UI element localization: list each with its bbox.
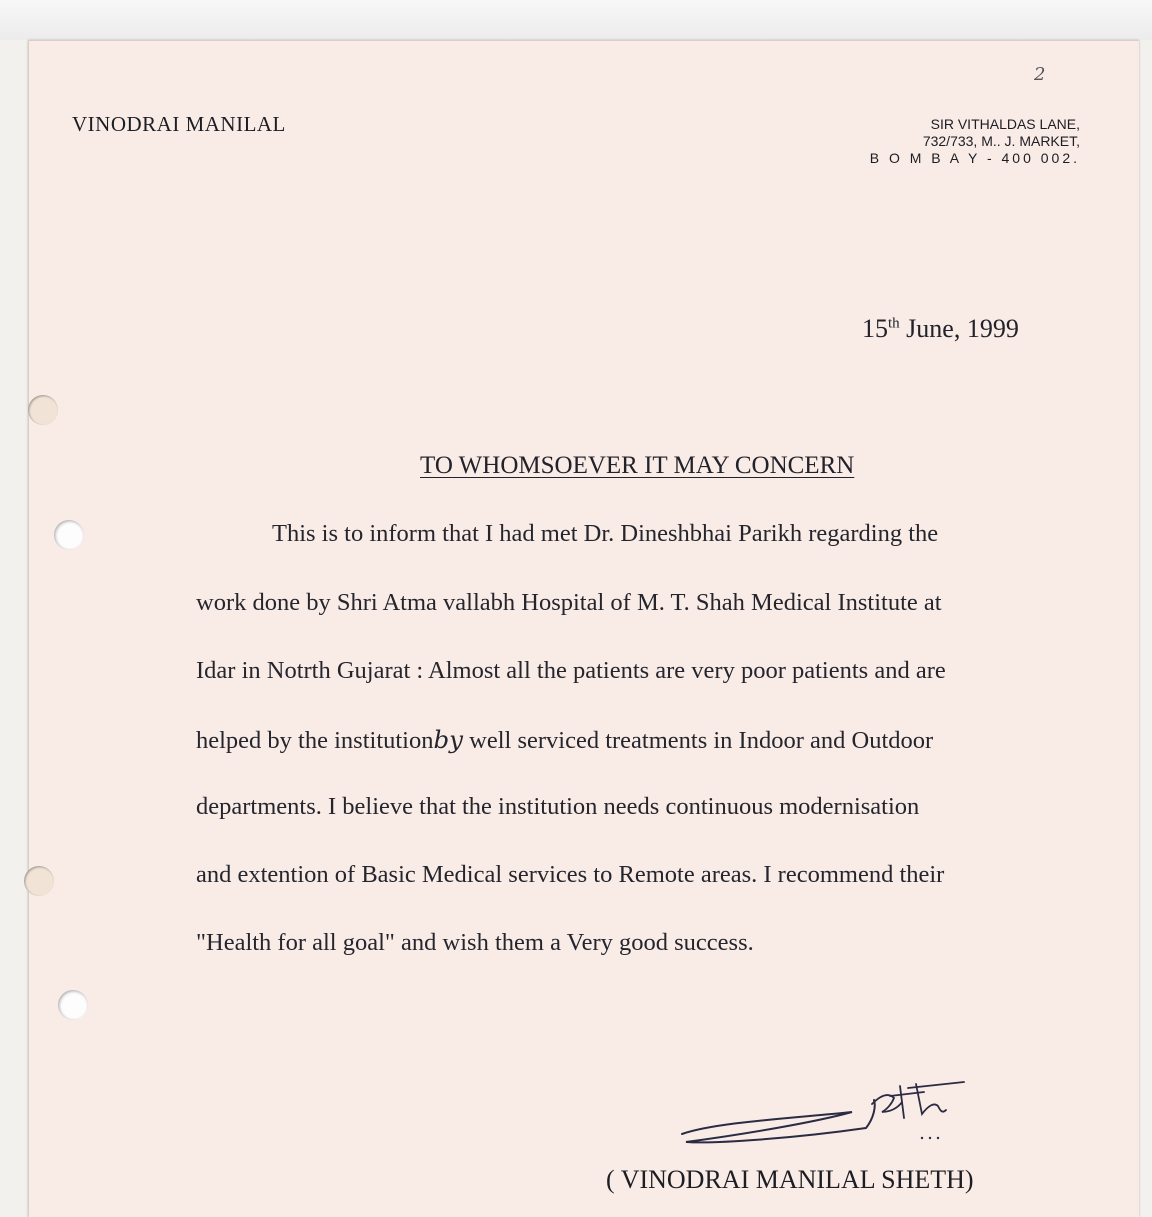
punch-hole-icon [28, 395, 58, 425]
body-line: This is to inform that I had met Dr. Dineshbhai Parikh regarding the [272, 520, 939, 547]
letterhead-name: VINODRAI MANILAL [72, 112, 286, 136]
signature-icon [676, 1078, 976, 1150]
body-line [196, 725, 933, 755]
overwritten-word: by [433, 725, 464, 754]
address-line: 732/733, M.. J. MARKET, [922, 133, 1080, 149]
date-rest: June, 1999 [899, 314, 1019, 343]
page-number-mark: 2 [1034, 64, 1046, 85]
date-day: 15 [862, 314, 888, 343]
body-line-start: helped by the institution [196, 727, 434, 754]
body-line: work done by Shri Atma vallabh Hospital of M. T. Shah Medical Institute at [196, 589, 942, 616]
address-line: SIR VITHALDAS LANE, [930, 116, 1080, 132]
body-line: "Health for all goal" and wish them a Very good success. [196, 929, 754, 956]
address-line: B O M B A Y - 400 002. [869, 150, 1080, 166]
letterhead-address [870, 116, 1080, 167]
body-line: and extention of Basic Medical services to Remote areas. I recommend their [196, 861, 945, 888]
signer-name: ( VINODRAI MANILAL SHETH) [606, 1165, 974, 1194]
body-line-end: well serviced treatments in Indoor and Outdoor [463, 727, 934, 754]
body-line: Idar in Notrth Gujarat : Almost all the patients are very poor patients and are [196, 657, 946, 684]
punch-hole-icon [58, 990, 88, 1020]
punch-hole-icon [54, 520, 84, 550]
date-suffix: th [888, 315, 900, 332]
letter-date [862, 314, 1019, 344]
letter-paper [28, 40, 1139, 1217]
body-line: departments. I believe that the institution needs continuous modernisation [196, 793, 920, 820]
letter-heading: TO WHOMSOEVER IT MAY CONCERN [420, 452, 855, 479]
punch-hole-icon [24, 866, 54, 896]
scanner-background [0, 0, 1152, 40]
